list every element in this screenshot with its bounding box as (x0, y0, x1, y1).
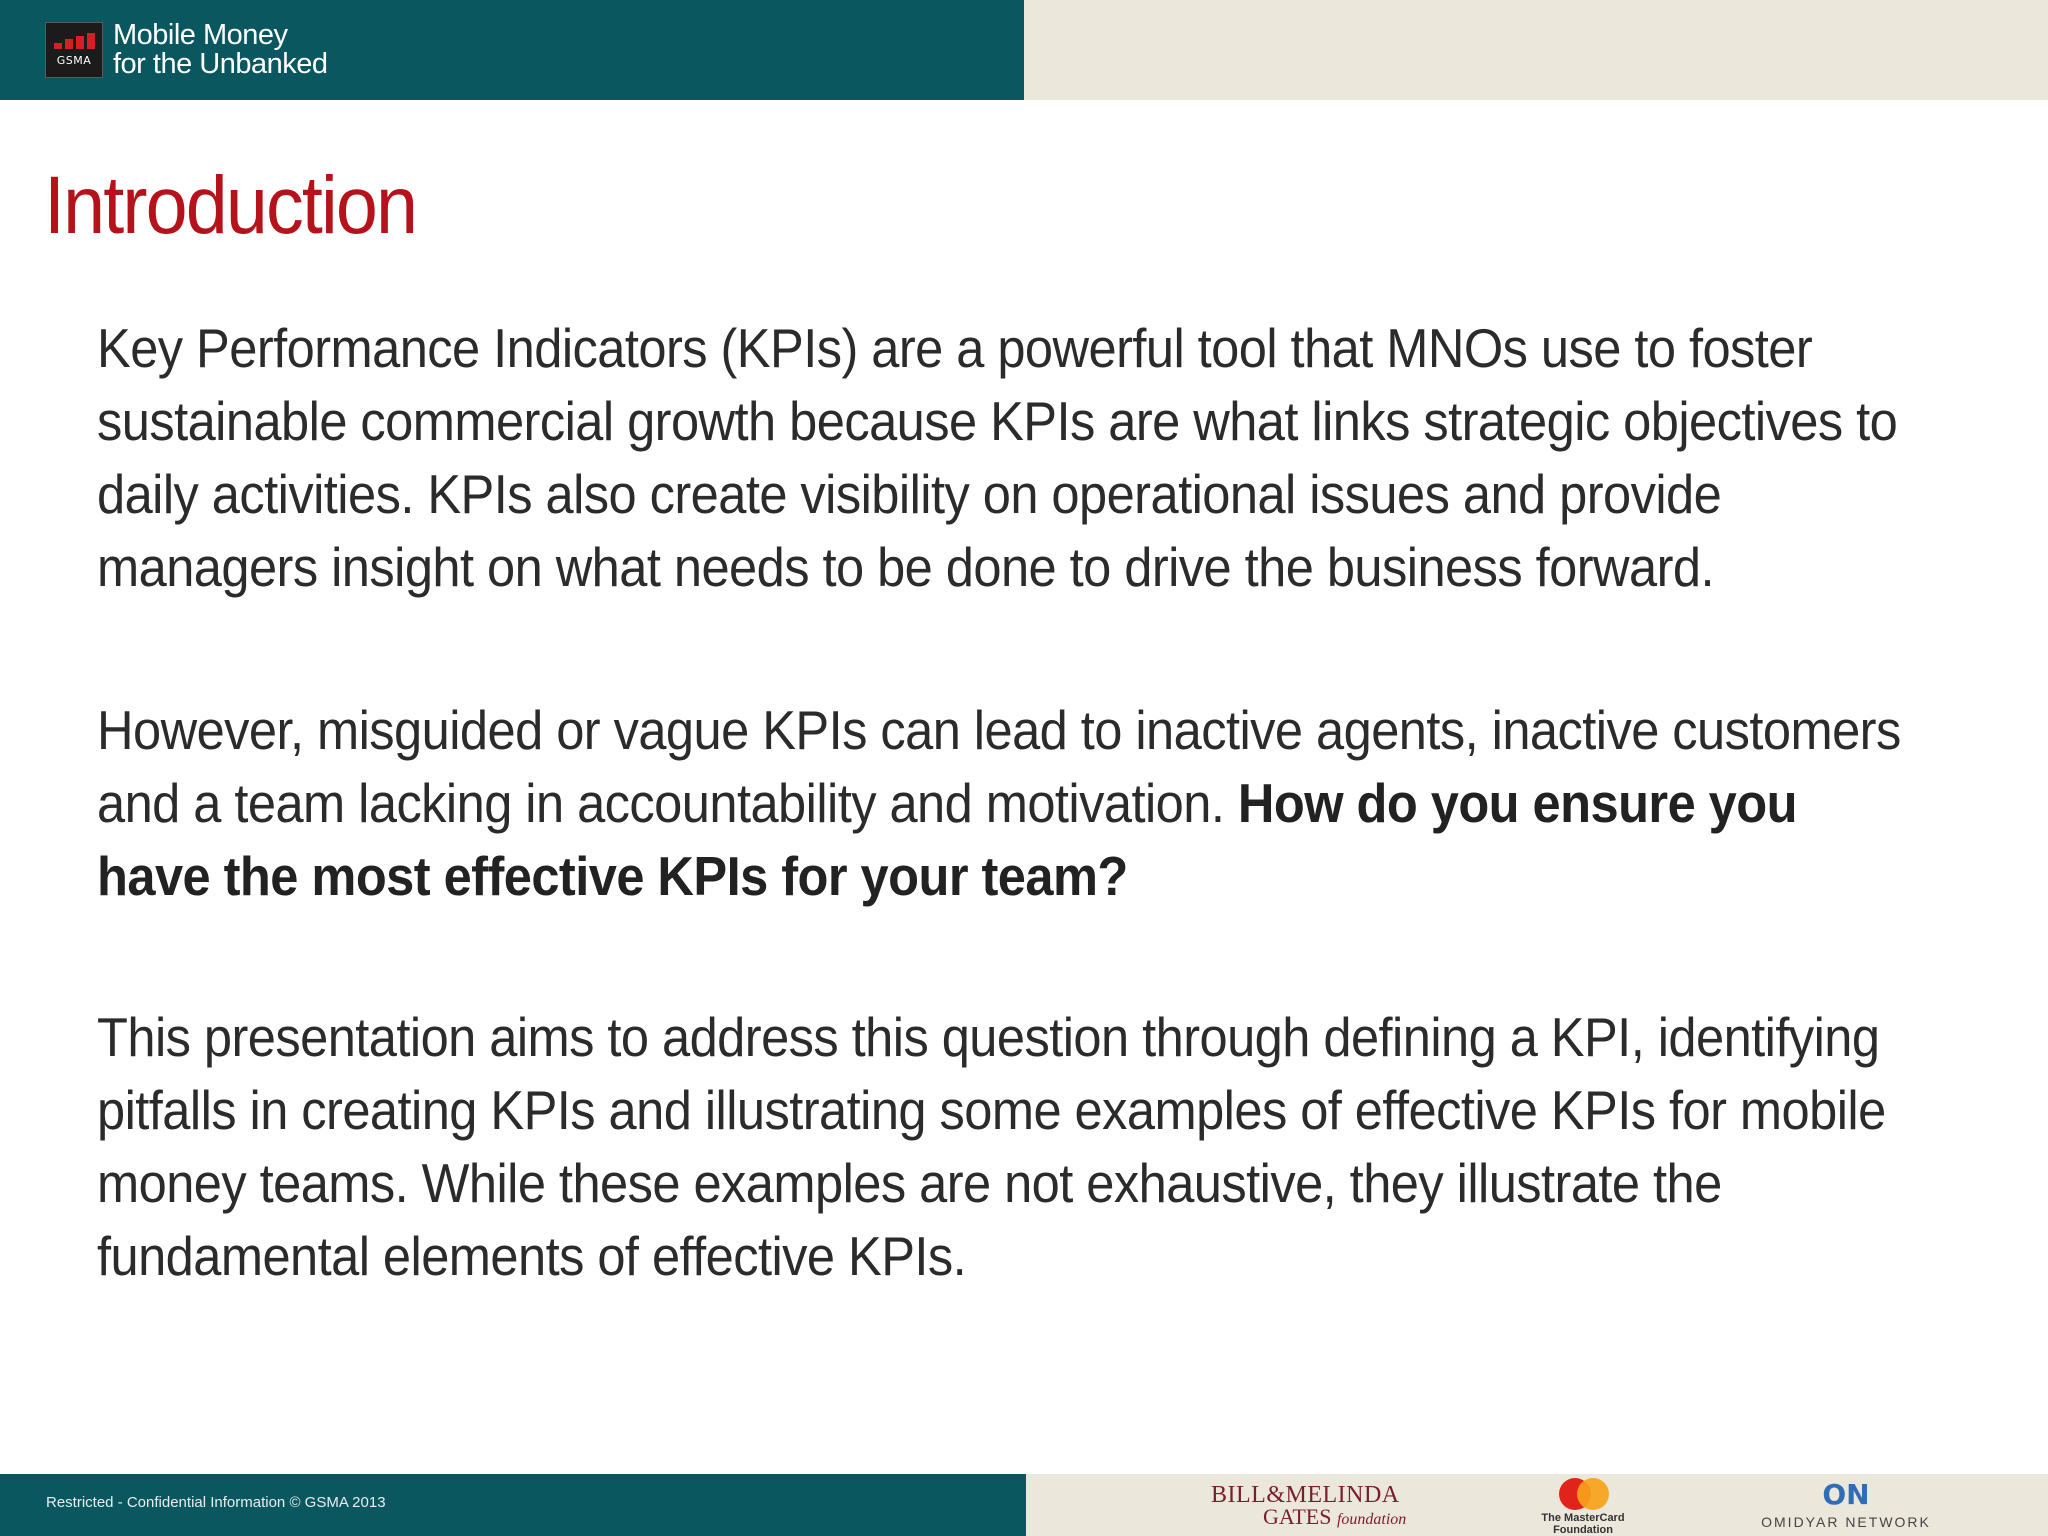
slide-title: Introduction (44, 160, 417, 251)
omidyar-network-label: OMIDYAR NETWORK (1761, 1514, 1931, 1530)
gates-logo-name: GATES (1263, 1504, 1332, 1529)
paragraph-line: daily activities. KPIs also create visibility on operational issues and provide (97, 463, 1722, 525)
header-bar (0, 0, 2048, 100)
mastercard-foundation-label: The MasterCard Foundation (1541, 1512, 1625, 1536)
paragraph-kpi-risks (97, 694, 1919, 913)
brand-title-line1: Mobile Money (113, 19, 288, 51)
key-question-part2: have the most effective KPIs for your team? (97, 845, 1128, 907)
paragraph-kpi-intro (97, 312, 1919, 604)
confidentiality-note: Restricted - Confidential Information © GSMA 2013 (46, 1494, 386, 1511)
paragraph-line: managers insight on what needs to be done to drive the business forward. (97, 536, 1715, 598)
mastercard-circles-icon (1555, 1478, 1611, 1510)
sponsor-logos (1026, 1474, 2048, 1536)
gates-foundation-logo (1211, 1484, 1406, 1531)
paragraph-line (97, 767, 1919, 840)
paragraph-line: sustainable commercial growth because KPIs are what links strategic objectives to (97, 390, 1898, 452)
paragraph-presentation-aim (97, 1001, 1919, 1293)
footer-bar (0, 1474, 2048, 1536)
paragraph-line: pitfalls in creating KPIs and illustrating some examples of effective KPIs for mobile (97, 1079, 1886, 1141)
omidyar-power-icon: ON (1822, 1478, 1870, 1511)
omidyar-network-logo (1746, 1480, 1946, 1530)
key-question-part1: How do you ensure you (1237, 772, 1797, 834)
header-accent-panel (1024, 0, 2048, 100)
footer-note-panel (0, 1474, 1026, 1536)
gsma-logo (45, 22, 103, 78)
paragraph-text: and a team lacking in accountability and motivation. (97, 772, 1238, 834)
paragraph-line: This presentation aims to address this question through defining a KPI, identifying (97, 1006, 1880, 1068)
paragraph-line: Key Performance Indicators (KPIs) are a powerful tool that MNOs use to foster (97, 317, 1813, 379)
gates-logo-line2 (1211, 1506, 1406, 1531)
header-brand-panel (0, 0, 1024, 100)
gates-logo-foundation: foundation (1336, 1511, 1407, 1528)
paragraph-line: However, misguided or vague KPIs can lead to inactive agents, inactive customers (97, 699, 1901, 761)
paragraph-line: money teams. While these examples are not exhaustive, they illustrate the (97, 1152, 1722, 1214)
gates-logo-line1: BILL&MELINDA (1211, 1482, 1400, 1508)
brand-title-line2: for the Unbanked (113, 48, 328, 80)
mastercard-foundation-logo (1528, 1478, 1638, 1536)
gsma-logo-text: GSMA (56, 54, 92, 67)
paragraph-line: fundamental elements of effective KPIs. (97, 1225, 967, 1287)
signal-bars-icon (54, 33, 95, 49)
paragraph-line (97, 840, 1919, 913)
